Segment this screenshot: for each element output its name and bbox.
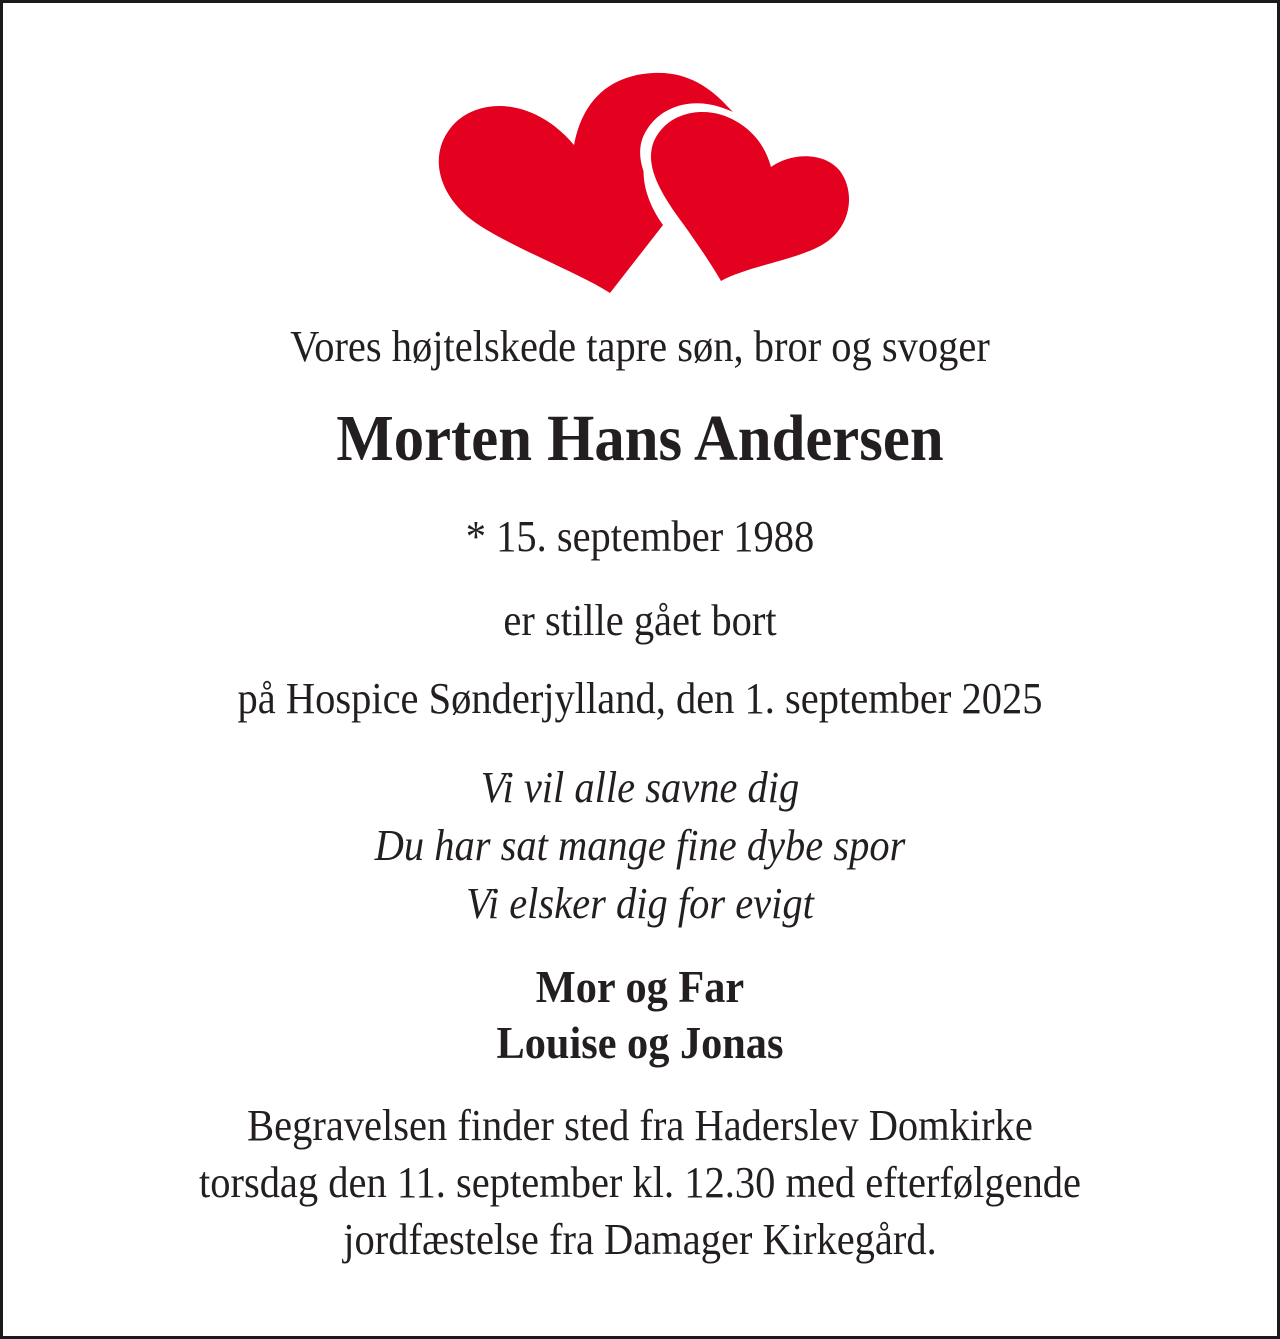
- family-signature: [54, 959, 1226, 1071]
- verse-line: Vi vil alle savne dig: [480, 763, 800, 812]
- memorial-verse: [54, 759, 1226, 933]
- two-hearts-icon: [428, 67, 858, 295]
- family-line: Louise og Jonas: [496, 1017, 784, 1068]
- funeral-line: torsdag den 11. september kl. 12.30 med efterfølgende: [198, 1158, 1082, 1207]
- funeral-line: Begravelsen finder sted fra Haderslev Domkirke: [247, 1101, 1033, 1150]
- place-and-date-of-death: på Hospice Sønderjylland, den 1. september 2025: [237, 674, 1043, 723]
- verse-line: Du har sat mange fine dybe spor: [374, 821, 906, 870]
- family-line: Mor og Far: [535, 961, 745, 1012]
- birth-date: * 15. september 1988: [465, 512, 815, 561]
- intro-text: Vores højtelskede tapre søn, bror og svoger: [290, 322, 990, 371]
- funeral-line: jordfæstelse fra Damager Kirkegård.: [343, 1215, 937, 1264]
- deceased-name: Morten Hans Andersen: [336, 402, 944, 475]
- passed-away-text: er stille gået bort: [503, 596, 777, 645]
- funeral-details: [54, 1097, 1226, 1268]
- verse-line: Vi elsker dig for evigt: [466, 879, 814, 928]
